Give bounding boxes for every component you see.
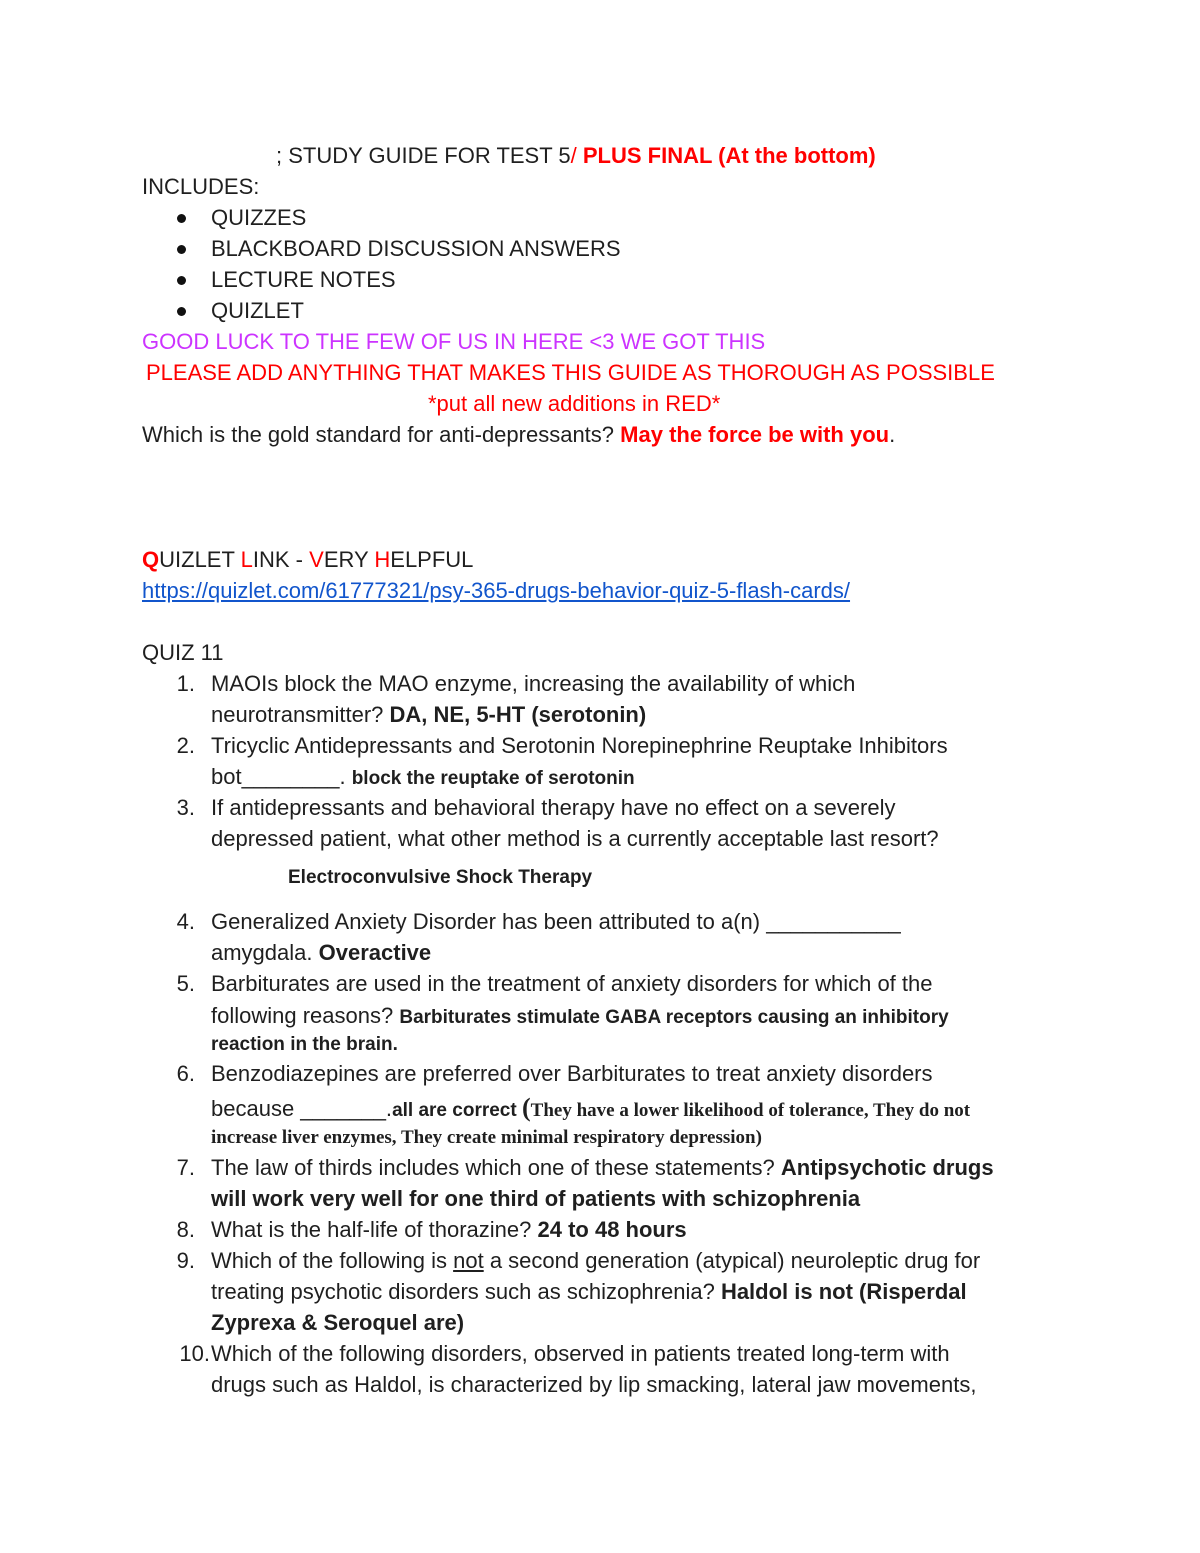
quizlet-heading [142,546,473,574]
answer-text: Electroconvulsive Shock Therapy [288,867,593,888]
quiz-title: QUIZ 11 [142,640,224,665]
quizlet-elpful: ELPFUL [390,547,474,572]
bullet-icon [177,307,186,316]
answer-text: reaction in the brain. [211,1034,398,1055]
question-text [211,1278,967,1306]
question-text-part: What is the half-life of thorazine? [211,1217,538,1242]
question-text: drugs such as Haldol, is characterized by lip smacking, lateral jaw movements, [211,1372,977,1397]
gold-answer: May the force be with you [620,422,890,447]
question-text [211,1216,687,1244]
answer-text: will work very well for one third of patients with schizophrenia [211,1186,861,1211]
list-item: QUIZZES [211,205,307,230]
question-number: 9. [176,1248,195,1273]
answer-text: DA, NE, 5-HT (serotonin) [389,702,647,727]
question-text-part: bot________. [211,764,352,789]
question-text: Benzodiazepines are preferred over Barbiturates to treat anxiety disorders [211,1061,933,1086]
quizlet-ery: ERY [323,547,375,572]
put-new-text: *put all new additions in RED* [428,391,721,416]
list-item: BLACKBOARD DISCUSSION ANSWERS [211,236,621,261]
gold-standard-line [142,421,895,449]
question-number: 10. [179,1341,210,1366]
question-text [211,1247,980,1275]
question-text-part: amygdala. [211,940,319,965]
title-slash: / [570,143,577,168]
answer-text: Overactive [318,940,432,965]
gold-question: Which is the gold standard for anti-depressants? [142,422,621,447]
question-text: depressed patient, what other method is a currently acceptable last resort? [211,826,939,851]
quizlet-ink: INK - [252,547,310,572]
bullet-icon [177,214,186,223]
question-text: Tricyclic Antidepressants and Serotonin Norepinephrine Reuptake Inhibitors [211,733,948,758]
answer-text: 24 to 48 hours [537,1217,687,1242]
answer-detail: They have a lower likelihood of tolerance, They do not [530,1100,971,1121]
question-text-part: because _______. [211,1096,393,1121]
bullet-icon [177,276,186,285]
title-final: PLUS FINAL (At the bottom) [576,143,876,168]
question-number: 5. [176,971,195,996]
title-prefix: ; STUDY GUIDE FOR TEST 5 [276,143,571,168]
question-text [211,939,431,967]
quizlet-l: L [240,547,253,572]
answer-text: Haldol is not (Risperdal [720,1279,967,1304]
question-text [211,1002,949,1032]
please-add-text: PLEASE ADD ANYTHING THAT MAKES THIS GUIDE AS THOROUGH AS POSSIBLE [146,360,995,385]
question-number: 8. [176,1217,195,1242]
question-text: If antidepressants and behavioral therapy have no effect on a severely [211,795,896,820]
bullet-icon [177,245,186,254]
question-number: 6. [176,1061,195,1086]
answer-paren: ( [521,1093,531,1122]
answer-text: Zyprexa & Seroquel are) [211,1310,465,1335]
answer-text: Antipsychotic drugs [780,1155,994,1180]
quizlet-q: Q [142,547,160,572]
question-text [211,1094,970,1125]
question-text [211,763,635,793]
question-text: Barbiturates are used in the treatment of anxiety disorders for which of the [211,971,933,996]
gold-end: . [889,422,896,447]
question-number: 4. [176,909,195,934]
question-text [211,1154,994,1182]
question-text-part: The law of thirds includes which one of these statements? [211,1155,781,1180]
question-number: 2. [176,733,195,758]
question-text [211,701,646,729]
question-text: Generalized Anxiety Disorder has been attributed to a(n) ___________ [211,909,901,934]
title-line [276,142,876,170]
includes-label: INCLUDES: [142,174,260,199]
answer-text: block the reuptake of serotonin [351,768,635,789]
quizlet-v: V [309,547,324,572]
question-text-part: a second generation (atypical) neuroleptic drug for [483,1248,981,1273]
question-text-part: treating psychotic disorders such as schizophrenia? [211,1279,721,1304]
question-text: MAOIs block the MAO enzyme, increasing the availability of which [211,671,856,696]
underlined-word: not [453,1248,484,1273]
question-number: 7. [176,1155,195,1180]
answer-detail: increase liver enzymes, They create minimal respiratory depression) [211,1127,762,1148]
quizlet-h: H [374,547,391,572]
list-item: LECTURE NOTES [211,267,396,292]
answer-text: all are correct [392,1100,522,1121]
question-number: 1. [176,671,195,696]
question-text-part: following reasons? [211,1003,400,1028]
question-text: Which of the following disorders, observed in patients treated long-term with [211,1341,950,1366]
good-luck-text: GOOD LUCK TO THE FEW OF US IN HERE <3 WE GOT THIS [142,329,766,354]
question-text-part: Which of the following is [211,1248,454,1273]
list-item: QUIZLET [211,298,304,323]
question-text-part: neurotransmitter? [211,702,390,727]
quizlet-rest: UIZLET [159,547,241,572]
quizlet-link[interactable]: https://quizlet.com/61777321/psy-365-drugs-behavior-quiz-5-flash-cards/ [142,578,851,603]
question-number: 3. [176,795,195,820]
answer-text: Barbiturates stimulate GABA receptors causing an inhibitory [399,1007,949,1028]
